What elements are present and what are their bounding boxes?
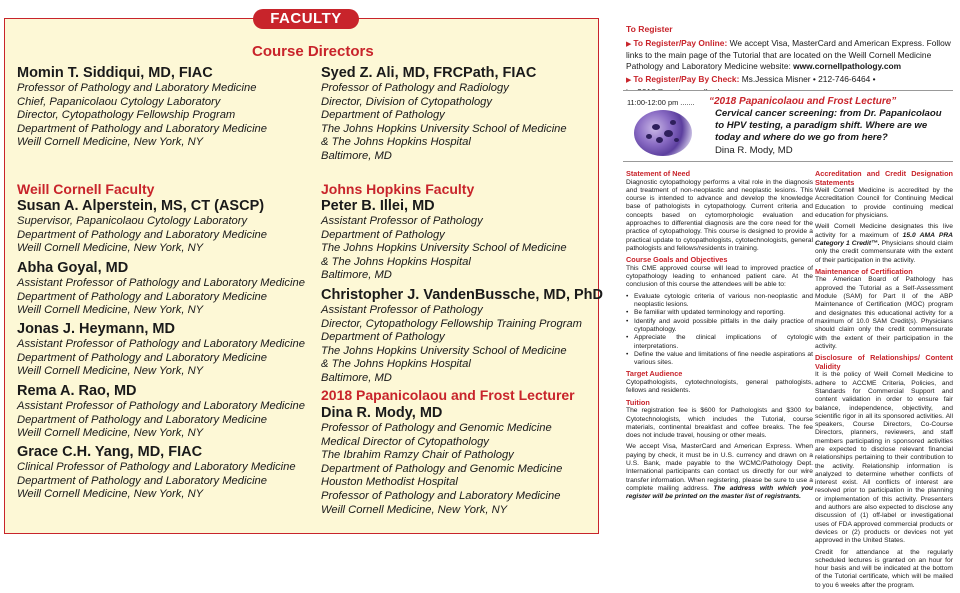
- faculty-detail: The Johns Hopkins University School of Medicine: [321, 122, 567, 135]
- faculty-detail: Baltimore, MD: [321, 269, 392, 282]
- objective-item: • Identify and avoid possible pitfalls in the daily practice of cytopathology.: [626, 318, 813, 335]
- tuition-address-note: The address with which you register will be printed on the master list of registrants.: [626, 484, 813, 501]
- faculty-detail: & The Johns Hopkins Hospital: [321, 255, 471, 268]
- faculty-detail: Assistant Professor of Pathology and Laboratory Medicine: [17, 277, 305, 289]
- faculty-detail: Baltimore, MD: [321, 371, 392, 384]
- lecture-title: “2018 Papanicolaou and Frost Lecture”: [709, 96, 897, 107]
- credit-amount: 15.0 AMA PRA Category 1 Credit™.: [815, 231, 953, 247]
- lecture-description: Cervical cancer screening: from Dr. Papanicolaou to HPV testing, a paradigm shift. Where are we today and where do we go from here?: [715, 108, 942, 143]
- faculty-detail: Director, Division of Cytopathology: [321, 95, 492, 108]
- objectives-list: [626, 293, 813, 368]
- faculty-detail: Supervisor, Papanicolaou Cytology Laboratory: [17, 215, 248, 227]
- maintenance-heading: Maintenance of Certification: [815, 266, 913, 276]
- faculty-member-alperstein: [17, 198, 267, 256]
- faculty-detail: Director, Cytopathology Fellowship Training Program: [321, 317, 582, 330]
- register-online-label: To Register/Pay Online:: [633, 37, 728, 48]
- faculty-name: Grace C.H. Yang, MD, FIAC: [17, 444, 203, 460]
- faculty-detail: Department of Pathology: [321, 109, 445, 122]
- faculty-detail: Department of Pathology and Laboratory Medicine: [17, 122, 268, 135]
- faculty-badge: FACULTY: [253, 9, 359, 29]
- info-column-left: [626, 168, 813, 504]
- faculty-name: Abha Goyal, MD: [17, 260, 129, 276]
- faculty-detail: Weill Cornell Medicine, New York, NY: [17, 365, 204, 378]
- faculty-member-vandenbussche: [321, 287, 603, 386]
- faculty-detail: Department of Pathology and Laboratory Medicine: [17, 351, 268, 364]
- faculty-member-goyal: [17, 260, 305, 318]
- objective-item: • Appreciate the clinical implications of cytologic interpretations.: [626, 334, 813, 351]
- accreditation-text: Weill Cornell Medicine is accredited by the Accreditation Council for Continuing Medical Education to provide continuing medical education for physicians.: [815, 187, 953, 220]
- faculty-detail: Department of Pathology: [321, 331, 445, 344]
- register-check-contact: Ms.Jessica Misner • 212-746-6464 •: [741, 74, 876, 85]
- statement-of-need-text: Diagnostic cytopathology performs a vital role in the diagnosis and treatment of non-neoplastic and neoplastic lesions. This course is intended to advance and develop the knowledge base of pathologists in cytopathology. Current criteria and concepts based on cytomorphologic evaluation and approaches to differential diagnosis are the core need for the practice of cytopathology. This course is designed to provide a practical update to cytopathologists, cytotechnologists, general pathologists and fellows/residents in training.: [626, 178, 813, 252]
- faculty-member-yang: [17, 444, 296, 502]
- tuition-payment-text: [626, 443, 813, 501]
- tuition-heading: Tuition: [626, 397, 650, 407]
- faculty-detail: Weill Cornell Medicine, New York, NY: [17, 488, 204, 501]
- faculty-detail: Department of Pathology and Laboratory Medicine: [17, 474, 268, 487]
- hopkins-faculty-heading: Johns Hopkins Faculty: [321, 181, 475, 197]
- faculty-detail: The Johns Hopkins University School of Medicine: [321, 344, 567, 357]
- faculty-detail: Director, Cytopathology Fellowship Program: [17, 109, 236, 122]
- weill-faculty-heading: Weill Cornell Faculty: [17, 181, 155, 197]
- faculty-detail: Department of Pathology and Laboratory Medicine: [17, 413, 268, 426]
- faculty-detail: Baltimore, MD: [321, 149, 392, 162]
- triangle-arrow-icon: ▶: [626, 40, 632, 48]
- target-audience-text: Cytopathologists, cytotechnologists, general pathologists, fellows and residents.: [626, 379, 813, 395]
- register-check-label: To Register/Pay By Check:: [633, 74, 740, 85]
- faculty-detail: The Ibrahim Ramzy Chair of Pathology: [321, 449, 514, 462]
- faculty-name: Momin T. Siddiqui, MD, FIAC: [17, 65, 213, 81]
- faculty-detail: Professor of Pathology and Genomic Medicine: [321, 422, 552, 434]
- triangle-arrow-icon: ▶: [626, 77, 632, 85]
- faculty-detail: Professor of Pathology and Radiology: [321, 82, 509, 94]
- faculty-name: Christopher J. VandenBussche, MD, PhD: [321, 287, 603, 303]
- credit-attendance-text: Credit for attendance at the regularly scheduled lectures is granted on an hour for hour basis and will be indicated at the bottom of the Tutorial certificate, which will be mailed to you 6 weeks after the program.: [815, 548, 953, 589]
- lecture-time: 11:00-12:00 pm .......: [627, 98, 695, 107]
- faculty-detail: Department of Pathology: [321, 228, 445, 241]
- faculty-detail: Professor of Pathology and Laboratory Medicine: [17, 82, 257, 94]
- credit-designation-intro: Weill Cornell Medicine designates this live activity for a maximum of: [815, 223, 953, 239]
- target-audience-heading: Target Audience: [626, 369, 683, 379]
- course-directors-heading: Course Directors: [252, 43, 374, 60]
- faculty-detail: Assistant Professor of Pathology: [321, 215, 483, 227]
- faculty-member-heymann: [17, 321, 305, 379]
- lecture-box: [623, 90, 953, 162]
- objective-item: • Be familiar with updated terminology and reporting.: [626, 309, 813, 317]
- faculty-detail: Assistant Professor of Pathology and Laboratory Medicine: [17, 400, 305, 412]
- faculty-name: Jonas J. Heymann, MD: [17, 321, 175, 337]
- faculty-detail: Chief, Papanicolaou Cytology Laboratory: [17, 95, 221, 108]
- registration-heading: To Register: [626, 24, 673, 34]
- faculty-detail: Department of Pathology and Genomic Medicine: [321, 462, 563, 475]
- faculty-name: Peter B. Illei, MD: [321, 198, 435, 214]
- faculty-detail: Assistant Professor of Pathology and Laboratory Medicine: [17, 338, 305, 350]
- course-goals-text: This CME approved course will lead to improved practice of cytopathology leading to enhanced patient care. At the conclusion of this course the attendees will be able to:: [626, 264, 813, 289]
- register-online: [626, 38, 952, 72]
- statement-of-need-heading: Statement of Need: [626, 169, 691, 178]
- credit-designation-text: [815, 223, 953, 264]
- faculty-detail: The Johns Hopkins University School of Medicine: [321, 242, 567, 255]
- lecture-speaker: Dina R. Mody, MD: [715, 145, 793, 156]
- lecturer-heading: 2018 Papanicolaou and Frost Lecturer: [321, 387, 575, 403]
- credit-designation-note: Physicians should claim only the credit commensurate with the extent of their participation in the activity.: [815, 239, 954, 264]
- faculty-name: Dina R. Mody, MD: [321, 405, 443, 421]
- faculty-detail: Clinical Professor of Pathology and Laboratory Medicine: [17, 461, 296, 473]
- cytology-micrograph-image: [634, 110, 692, 156]
- faculty-detail: Houston Methodist Hospital: [321, 476, 458, 489]
- accreditation-heading: Accreditation and Credit Designation Statements: [815, 169, 953, 187]
- tuition-fee-text: The registration fee is $600 for Pathologists and $300 for Cytotechnologists, which includes the Tutorial, course materials, continental breakfast and coffee breaks. The fee does not include travel, housing or other meals.: [626, 407, 813, 440]
- website-link[interactable]: www.cornellpathology.com: [793, 60, 902, 71]
- course-goals-heading: Course Goals and Objectives: [626, 255, 728, 265]
- register-online-text: We accept Visa, MasterCard and American Express. Follow links to the main page of the Tutorial that are located on the Weill Cornell Medicine Pathology and Laboratory Medicine website:: [626, 37, 951, 71]
- faculty-member-siddiqui: [17, 65, 267, 150]
- faculty-detail: Weill Cornell Medicine, New York, NY: [17, 427, 204, 440]
- disclosure-heading: Disclosure of Relationships/ Content Validity: [815, 353, 953, 371]
- faculty-detail: Medical Director of Cytopathology: [321, 435, 489, 448]
- faculty-detail: & The Johns Hopkins Hospital: [321, 136, 471, 149]
- objective-item: • Define the value and limitations of fine needle aspirations at various sites.: [626, 351, 813, 368]
- faculty-name: Rema A. Rao, MD: [17, 383, 137, 399]
- faculty-detail: Weill Cornell Medicine, New York, NY: [17, 242, 204, 255]
- faculty-detail: Weill Cornell Medicine, New York, NY: [17, 304, 204, 317]
- faculty-member-mody: [321, 405, 562, 517]
- maintenance-text: The American Board of Pathology has approved the Tutorial as a Self-Assessment Module (SAM) for Part II of the ABP Maintenance of Certification (MOC) program and designates this educational activity for a maximum of 10.0 SAM Credit(s). Physicians should claim only the credit commensurate with the extent of their participation in the activity.: [815, 276, 953, 350]
- disclosure-text: It is the policy of Weill Cornell Medicine to adhere to ACCME Criteria, Policies, and Standards for Commercial Support and content validation in order to ensure fair balance, independence, objectivity, and scientific rigor in all its sponsored activities. All speakers, Course Directors, Co-Course Directors, planners, reviewers, and staff members participating in sponsored activities are expected to disclose relevant financial relationships pertaining to their contribution to the activity. Relationship information is analyzed to determine whether conflicts of interest exist. All conflicts of interest are resolved prior to participation in the planning or implementation of this activity. Presenters and authors are also expected to disclose any discussion of (1) off-label or investigational uses of FDA approved commercial products or devices or (2) products or devices not yet approved in the United States.: [815, 371, 953, 545]
- faculty-member-illei: [321, 198, 567, 283]
- faculty-member-rao: [17, 383, 305, 441]
- faculty-name: Susan A. Alperstein, MS, CT (ASCP): [17, 198, 265, 214]
- faculty-detail: Professor of Pathology and Laboratory Medicine: [321, 489, 561, 502]
- tuition-payment-details: We accept Visa, MasterCard and American Express. When paying by check, it must be in U.S. currency and drawn on a U.S. Bank, made payable to the WCMC/Pathology Dept. International participants can contact us directly for our wire transfer information. When registering, please be sure to use a complete mailing address.: [626, 443, 813, 492]
- faculty-detail: & The Johns Hopkins Hospital: [321, 358, 471, 371]
- faculty-detail: Department of Pathology and Laboratory Medicine: [17, 290, 268, 303]
- faculty-detail: Assistant Professor of Pathology: [321, 304, 483, 316]
- faculty-name: Syed Z. Ali, MD, FRCPath, FIAC: [321, 65, 537, 81]
- faculty-detail: Weill Cornell Medicine, New York, NY: [17, 136, 204, 149]
- faculty-detail: Weill Cornell Medicine, New York, NY: [321, 503, 508, 516]
- objective-item: • Evaluate cytologic criteria of various non-neoplastic and neoplastic lesions.: [626, 293, 813, 310]
- faculty-member-ali: [321, 65, 567, 164]
- faculty-detail: Department of Pathology and Laboratory Medicine: [17, 228, 268, 241]
- info-column-right: [815, 168, 953, 593]
